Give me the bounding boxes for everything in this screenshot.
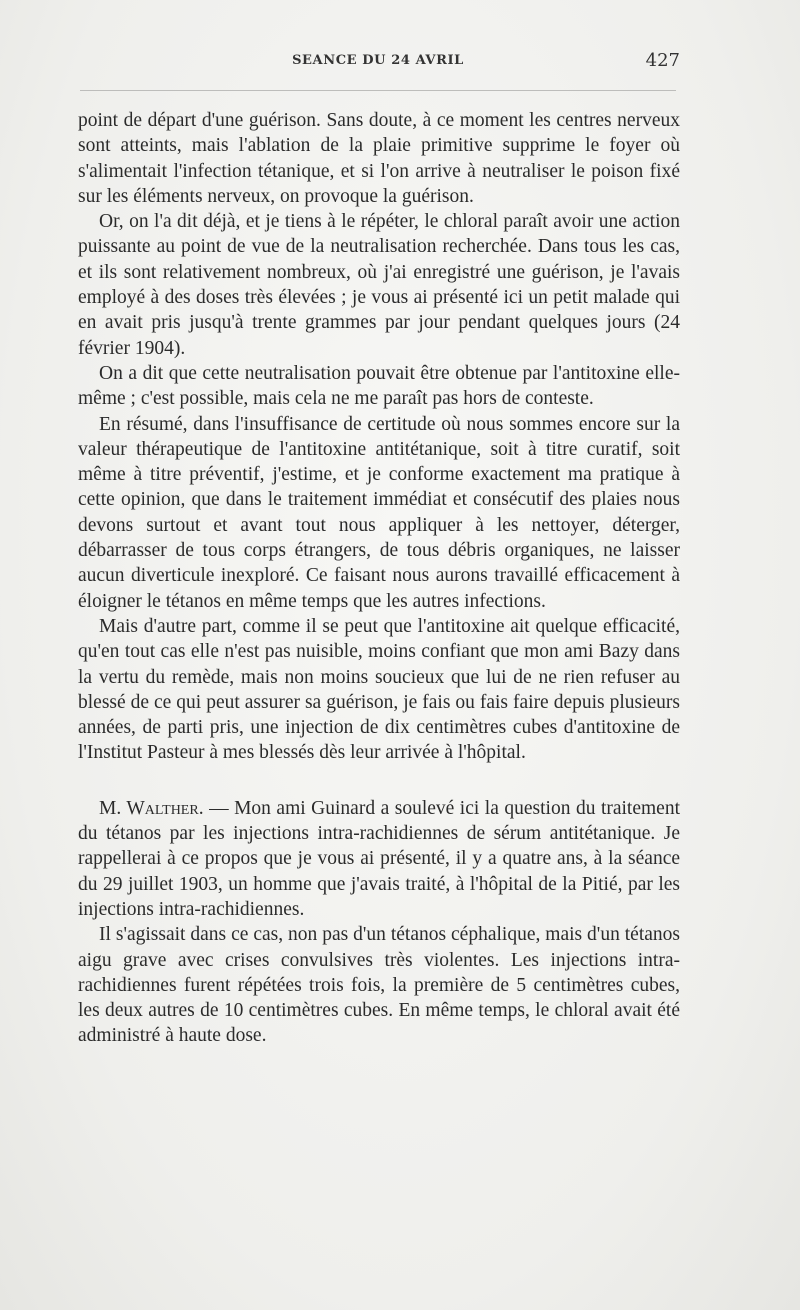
page-number: 427 xyxy=(645,50,680,71)
header-rule xyxy=(80,90,676,91)
speaker-name: M. Walther. xyxy=(99,797,204,819)
running-head-title: SEANCE DU 24 AVRIL xyxy=(292,53,464,68)
walther-text: — Mon ami Guinard a soulevé ici la question du traitement du tétanos par les injections intra-rachidiennes de sérum antitétanique. Je rappellerai à ce propos que je vous ai présenté, il y a quatre ans, à la séance du 29 juillet 1903, un homme que j'avais traité, à l'hôpital de la Pitié, par les injections intra-rachidiennes. xyxy=(78,797,680,920)
body-text xyxy=(78,108,680,1049)
paragraph-3: On a dit que cette neutralisation pouvait être obtenue par l'antitoxine elle-même ; c'est possible, mais cela ne me paraît pas hors de conteste. xyxy=(78,362,680,410)
running-head xyxy=(76,50,680,74)
walther-paragraph xyxy=(78,796,680,922)
section-gap xyxy=(78,766,680,796)
walther-continuation: Il s'agissait dans ce cas, non pas d'un tétanos céphalique, mais d'un tétanos aigu grave avec crises convulsives très violentes. Les injections intra-rachidiennes furent répétées trois fois, la première de 5 centimètres cubes, les deux autres de 10 centimètres cubes. En même temps, le chloral avait été administré à haute dose. xyxy=(78,924,680,1047)
paragraph-2: Or, on l'a dit déjà, et je tiens à le répéter, le chloral paraît avoir une action puissante au point de vue de la neutralisation recherchée. Dans tous les cas, et ils sont relativement nombreux, où j'ai enregistré une guérison, je l'avais employé à des doses très élevées ; je vous ai présenté ici un petit malade qui en avait pris jusqu'à trente grammes par jour pendant quelques jours (24 février 1904). xyxy=(78,211,680,359)
paragraph-1: point de départ d'une guérison. Sans doute, à ce moment les centres nerveux sont atteints, mais l'ablation de la plaie primitive supprime le foyer où s'alimentait l'infection tétanique, et si l'on arrive à neutraliser le poison fixé sur les éléments nerveux, on provoque la guérison. xyxy=(78,110,680,207)
paragraph-4: En résumé, dans l'insuffisance de certitude où nous sommes encore sur la valeur thérapeutique de l'antitoxine antitétanique, soit à titre curatif, soit même à titre préventif, j'estime, et je conforme exactement ma pratique à cette opinion, que dans le traitement immédiat et consécutif des plaies nous devons surtout et avant tout nous appliquer à les nettoyer, déterger, débarrasser de tous corps étrangers, de tous débris organiques, ne laisser aucun diverticule inexploré. Ce faisant nous aurons travaillé efficacement à éloigner le tétanos en même temps que les autres infections. xyxy=(78,413,680,612)
paragraph-5: Mais d'autre part, comme il se peut que l'antitoxine ait quelque efficacité, qu'en tout cas elle n'est pas nuisible, moins confiant que mon ami Bazy dans la vertu du remède, mais non moins soucieux que lui de ne rien refuser au blessé de ce qui peut assurer sa guérison, je fais ou fais faire depuis plusieurs années, de parti pris, une injection de dix centimètres cubes d'antitoxine de l'Institut Pasteur à mes blessés dès leur arrivée à l'hôpital. xyxy=(78,615,680,764)
